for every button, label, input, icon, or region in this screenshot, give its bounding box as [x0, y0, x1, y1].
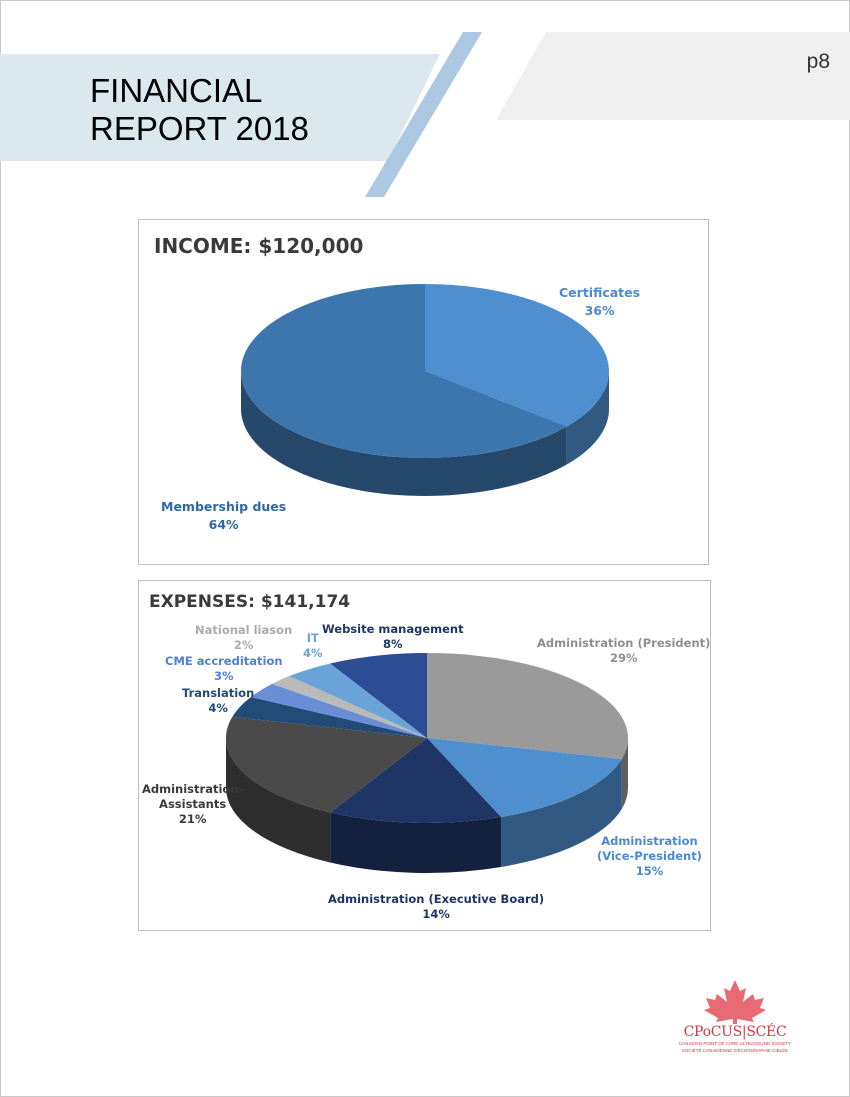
label-national-liason — [195, 623, 292, 653]
label-website-management — [322, 622, 464, 652]
label-certificates-value: 36% — [584, 303, 615, 318]
label-admin-assistants-line1: Administration- — [142, 782, 244, 796]
label-website-management-value: 8% — [383, 637, 403, 651]
label-it-name: IT — [306, 631, 319, 645]
label-membership-dues-value: 64% — [208, 517, 239, 532]
label-cme-accreditation-name: CME accreditation — [165, 654, 283, 668]
label-admin-assistants-value: 21% — [178, 812, 207, 826]
label-it-value: 4% — [303, 646, 323, 660]
logo-text: CPoCUS|SCÉC — [683, 1024, 787, 1040]
label-website-management-name: Website management — [322, 622, 464, 636]
label-translation-value: 4% — [208, 701, 228, 715]
label-cme-accreditation-value: 3% — [214, 669, 234, 683]
label-admin-president-value: 29% — [609, 651, 638, 665]
label-membership-dues-name: Membership dues — [161, 499, 287, 514]
label-admin-executive-board-value: 14% — [422, 907, 450, 921]
title-line-2: REPORT 2018 — [90, 110, 309, 147]
label-translation — [182, 686, 254, 716]
expenses-chart-title: EXPENSES: $141,174 — [149, 592, 351, 612]
label-admin-vp-line2: (Vice-President) — [597, 849, 702, 863]
label-admin-president-name: Administration (President) — [537, 636, 711, 650]
label-certificates-name: Certificates — [559, 285, 641, 300]
page-number: p8 — [806, 50, 830, 73]
label-admin-vp-value: 15% — [635, 864, 664, 878]
label-membership-dues — [161, 498, 286, 534]
income-chart — [138, 219, 709, 565]
logo-subtitle-en: CANADIAN POINT OF CARE ULTRASOUND SOCIETY — [678, 1041, 792, 1046]
label-admin-executive-board-name: Administration (Executive Board) — [328, 892, 545, 906]
label-national-liason-name: National liason — [195, 623, 293, 637]
label-admin-vice-president — [597, 834, 702, 879]
label-admin-vp-line1: Administration — [601, 834, 698, 848]
income-chart-title: INCOME: $120,000 — [154, 234, 364, 258]
label-certificates — [559, 284, 640, 320]
label-national-liason-value: 2% — [233, 638, 254, 652]
label-cme-accreditation — [165, 654, 283, 684]
label-admin-executive-board — [328, 892, 544, 922]
label-it — [303, 631, 323, 661]
expenses-chart — [138, 580, 711, 931]
label-translation-name: Translation — [182, 686, 255, 700]
cpocus-scec-logo — [676, 978, 794, 1060]
page-title — [90, 72, 309, 148]
page-number-band — [496, 32, 850, 120]
label-admin-assistants-line2: Assistants — [159, 797, 227, 811]
label-admin-president — [537, 636, 710, 666]
label-admin-assistants — [142, 782, 243, 827]
logo-subtitle-fr: SOCIÉTÉ CANADIENNE D'ÉCHOGRAPHIE CIBLÉE — [681, 1048, 789, 1053]
title-line-1: FINANCIAL — [90, 72, 263, 109]
maple-leaf-icon — [676, 978, 794, 1024]
